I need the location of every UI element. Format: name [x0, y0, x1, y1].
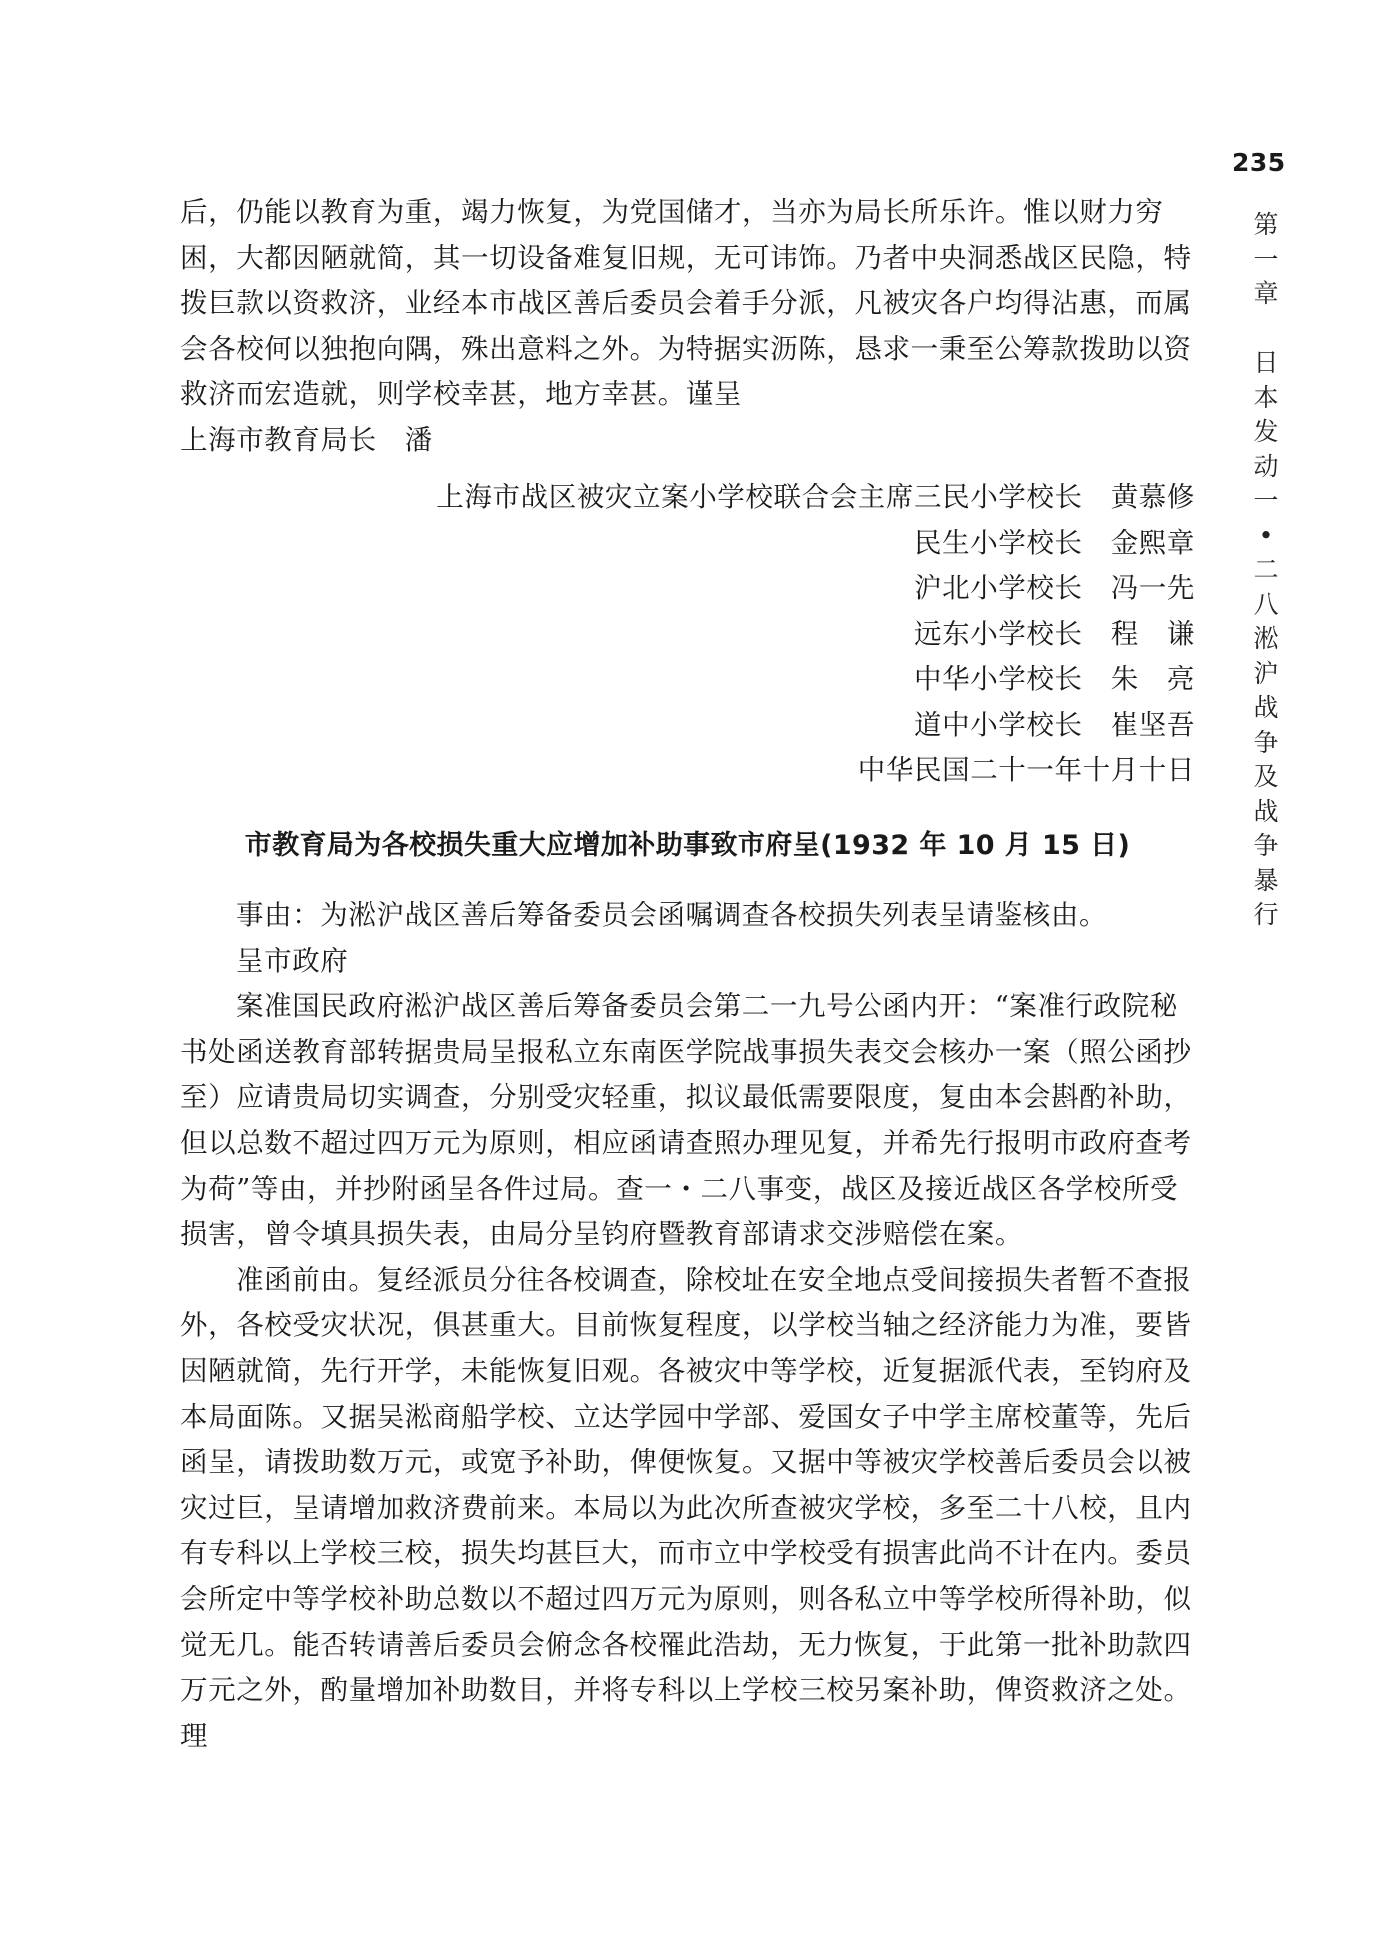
- page-number: 235: [1232, 148, 1286, 177]
- side-title-char: 一: [1253, 244, 1279, 274]
- side-title-char: 二: [1253, 555, 1279, 584]
- letter1-addressee: 上海市教育局长 潘: [180, 424, 433, 456]
- side-title-char: 行: [1253, 900, 1279, 929]
- side-title-char: •: [1258, 520, 1274, 550]
- letter2-paragraph: 准函前由。复经派员分往各校调查，除校址在安全地点受间接损失者暂不查报外，各校受灾状况，俱甚重大。目前恢复程度，以学校当轴之经济能力为准，要皆因陋就简，先行开学，未能恢复旧观。各被灾中等学校，近复据派代表，至钧府及本局面陈。又据吴淞商船学校、立达学园中学部、爱国女子中学主席校董等，先后函呈，请拨助数万元，或宽予补助，俾便恢复。又据中等被灾学校善后委员会以被灾过巨，呈请增加救济费前来。本局以为此次所查被灾学校，多至二十八校，且内有专科以上学校三校，损失均甚巨大，而市立中学校受有损害此尚不计在内。委员会所定中等学校补助总数以不超过四万元为原则，则各私立中等学校所得补助，似觉无几。能否转请善后委员会俯念各校罹此浩劫，无力恢复，于此第一批补助款四万元之外，酌量增加补助数目，并将专科以上学校三校另案补助，俾资救济之处。理: [180, 1263, 1192, 1752]
- signature-line: 上海市战区被灾立案小学校联合会主席三民小学校长 黄慕修: [436, 481, 1195, 513]
- side-title-char: 战: [1253, 693, 1279, 722]
- side-title-char: 日: [1253, 348, 1279, 377]
- side-title-char: 八: [1253, 589, 1279, 619]
- side-title-char: 暴: [1253, 865, 1279, 895]
- signature-line: 远东小学校长 程 谦: [914, 618, 1195, 650]
- side-title-gap: [1246, 312, 1286, 347]
- side-title-char: 淞: [1253, 624, 1279, 653]
- side-title-char: 沪: [1253, 658, 1279, 688]
- section-heading: 市教育局为各校损失重大应增加补助事致市府呈(1932 年 10 月 15 日): [244, 830, 1131, 861]
- side-title-char: 及: [1253, 762, 1279, 791]
- signature-line: 道中小学校长 崔坚吾: [914, 709, 1195, 741]
- chapter-side-title: [1246, 208, 1286, 933]
- side-title-char: 争: [1253, 831, 1279, 860]
- signature-line: 中华小学校长 朱 亮: [914, 663, 1195, 695]
- signature-line: 沪北小学校长 冯一先: [914, 572, 1195, 604]
- letter2-paragraph: 案准国民政府淞沪战区善后筹备委员会第二一九号公函内开：“案准行政院秘书处函送教育部转据贵局呈报私立东南医学院战事损失表交会核办一案（照公函抄至）应请贵局切实调查，分别受灾轻重，拟议最低需要限度，复由本会斟酌补助，但以总数不超过四万元为原则，相应函请查照办理见复，并希先行报明市政府查考为荷”等由，并抄附函呈各件过局。查一・二八事变，战区及接近战区各学校所受损害，曾令填具损失表，由局分呈钧府暨教育部请求交涉赔偿在案。: [180, 990, 1192, 1251]
- side-title-char: 本: [1253, 382, 1279, 412]
- letter1-paragraph: 后，仍能以教育为重，竭力恢复，为党国储才，当亦为局长所乐许。惟以财力穷困，大都因陋就简，其一切设备难复旧规，无可讳饰。乃者中央洞悉战区民隐，特拨巨款以资救济，业经本市战区善后委员会着手分派，凡被灾各户均得沾惠，而属会各校何以独抱向隅，殊出意料之外。为特据实沥陈，恳求一秉至公筹款拨助以资救济而宏造就，则学校幸甚，地方幸甚。谨呈: [180, 196, 1192, 411]
- letter2-recipient: 呈市政府: [236, 944, 349, 977]
- side-title-char: 一: [1253, 486, 1279, 515]
- letter2-subject: 事由：为淞沪战区善后筹备委员会函嘱调查各校损失列表呈请鉴核由。: [236, 899, 1108, 931]
- side-title-char: 发: [1253, 417, 1279, 446]
- side-title-char: 争: [1253, 727, 1279, 757]
- signature-line: 民生小学校长 金熙章: [914, 527, 1195, 559]
- side-title-char: 第: [1253, 210, 1279, 239]
- side-title-char: 战: [1253, 796, 1279, 826]
- letter1-body: [180, 190, 1195, 418]
- side-title-char: 动: [1253, 451, 1279, 481]
- side-title-char: 章: [1253, 279, 1279, 308]
- letter1-date: 中华民国二十一年十月十日: [857, 754, 1195, 786]
- letter2-body: [180, 893, 1195, 1759]
